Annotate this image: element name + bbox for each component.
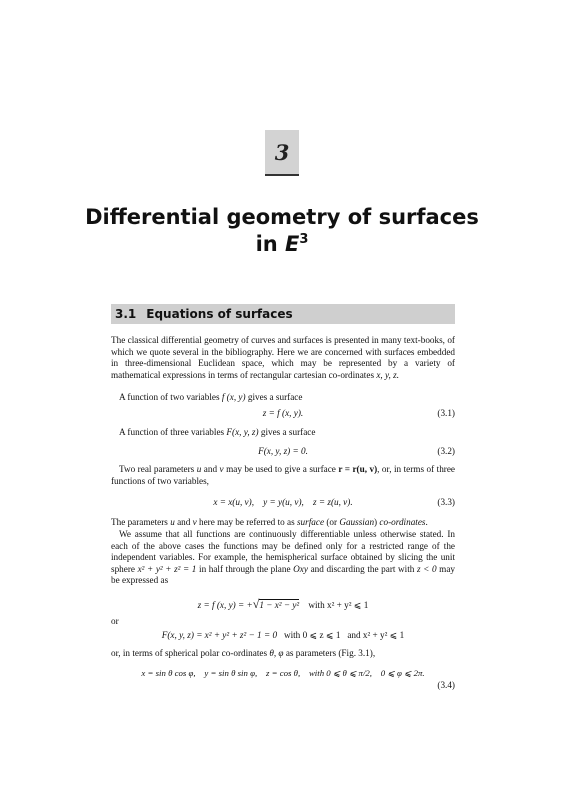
title-prefix: in [255, 232, 286, 256]
equation-hemisphere-explicit [111, 598, 455, 610]
or-word-1 [111, 616, 455, 628]
equation-3-3-number: (3.3) [437, 497, 455, 507]
hemisphere-explicit-expr [111, 598, 455, 611]
p6-text-d: may be expressed as [111, 563, 455, 585]
chapter-title-line-2 [60, 231, 504, 258]
p6-sphere-equation: x² + y² + z² = 1 [137, 563, 197, 574]
hemisphere-lhs: z = f (x, y) = + [197, 600, 253, 610]
hemisphere-root: 1 − x² − y² [259, 600, 300, 610]
sqrt-sign: √ [252, 597, 260, 611]
p5-text-b: here may be referred to as [196, 517, 297, 527]
equation-3-4 [111, 667, 455, 693]
chapter-number: 3 [274, 139, 290, 165]
p3-text-a: A function of three variables [119, 427, 227, 437]
equation-3-3-expr: x = x(u, v), y = y(u, v), z = z(u, v). [213, 497, 353, 507]
p5-gaussian: Gaussian [339, 517, 375, 527]
or-text: or [111, 616, 119, 626]
p7-text-b: as parameters (Fig. 3.1), [283, 648, 376, 658]
p6-text-c: and discarding the part with [310, 563, 415, 574]
equation-3-4-number: (3.4) [437, 680, 455, 690]
p4-text-a: Two real parameters [119, 464, 197, 474]
equation-3-2-expr: F(x, y, z) = 0. [258, 446, 308, 456]
p6-text: We assume that all functions are continuously differentiable unless otherwise stated. In each of the above cases the functions may be defined only for a restricted range of the independent variables. For example, the hemispherical surface obtained by slicing the unit sphere [111, 529, 455, 574]
p6-condition: z < 0 [416, 563, 437, 574]
hemisphere-implicit-cond2: and x² + y² ⩽ 1 [347, 630, 405, 640]
equation-3-3 [111, 496, 455, 508]
paragraph-intro-text: The classical differential geometry of curves and surfaces is presented in many text-books, of which we quote several in the bibliography. Here we are concerned with surfaces embedded in three-dimensional Euclidean space, which may be represented by a variety of mathematical expressions in terms of rectangular cartesian co-ordinates [111, 335, 455, 380]
title-symbol: E [285, 232, 300, 256]
equation-3-1 [111, 407, 455, 419]
p5-v: v [192, 517, 197, 527]
chapter-number-box [265, 130, 299, 176]
p6-plane: Oxy [293, 563, 308, 574]
equation-3-1-number: (3.1) [437, 408, 455, 418]
section-number: 3.1 [115, 307, 137, 321]
equation-3-2 [111, 445, 455, 457]
hemisphere-implicit-lhs: F(x, y, z) = x² + y² + z² − 1 = 0 [161, 630, 278, 640]
section-title: Equations of surfaces [146, 307, 293, 321]
p5-surface: surface [296, 517, 325, 527]
p4-text-b: may be used to give a surface [223, 464, 339, 474]
paragraph-three-variables [111, 427, 455, 439]
p5-text-c: (or [324, 517, 340, 527]
paragraph-intro-vars: x, y, z. [376, 369, 400, 380]
p4-vector-r: r = r(u, v) [338, 464, 378, 474]
equation-3-2-number: (3.2) [437, 446, 455, 456]
p5-text-d: ) [374, 517, 380, 527]
section-heading [111, 304, 455, 324]
paragraph-surface-coordinates [111, 517, 455, 529]
p3-function: F(x, y, z) [226, 427, 259, 437]
title-superscript: 3 [299, 232, 309, 247]
p3-text-b: gives a surface [258, 427, 316, 437]
paragraph-parameters [111, 464, 455, 487]
p7-vars: θ, φ [269, 648, 284, 658]
paragraph-assumptions [111, 529, 455, 587]
equation-3-4-expr: x = sin θ cos φ, y = sin θ sin φ, z = cos θ, with 0 ⩽ θ ⩽ π/2, 0 ⩽ φ ⩽ 2π. [141, 668, 425, 678]
hemisphere-implicit-expr [111, 629, 455, 641]
p6-text-b: in half through the plane [199, 563, 291, 574]
chapter-title-line-1: Differential geometry of surfaces [85, 205, 479, 229]
p4-text-c: , or, in terms of three functions of two variables, [111, 464, 456, 486]
p5-text-a: The parameters [111, 517, 171, 527]
paragraph-two-variables [111, 392, 455, 404]
p7-text-a: or, in terms of spherical polar co-ordinates [111, 648, 270, 658]
p4-and: and [201, 464, 220, 474]
p2-text-b: gives a surface [245, 392, 303, 402]
hemisphere-condition: with x² + y² ⩽ 1 [308, 600, 369, 610]
equation-hemisphere-implicit [111, 629, 455, 641]
p4-v: v [219, 464, 224, 474]
hemisphere-implicit-cond1: with 0 ⩽ z ⩽ 1 [283, 630, 341, 640]
p5-and: and [174, 517, 193, 527]
paragraph-intro [111, 335, 455, 381]
p5-co-ordinates: co-ordinates [379, 517, 426, 527]
p5-u: u [170, 517, 175, 527]
p5-text-e: . [425, 517, 428, 527]
paragraph-spherical-polar [111, 648, 455, 660]
chapter-title [60, 204, 504, 258]
equation-3-1-expr: z = f (x, y). [262, 408, 304, 418]
p4-u: u [196, 464, 202, 474]
p2-function: f (x, y) [221, 392, 246, 402]
p2-text-a: A function of two variables [119, 392, 222, 402]
